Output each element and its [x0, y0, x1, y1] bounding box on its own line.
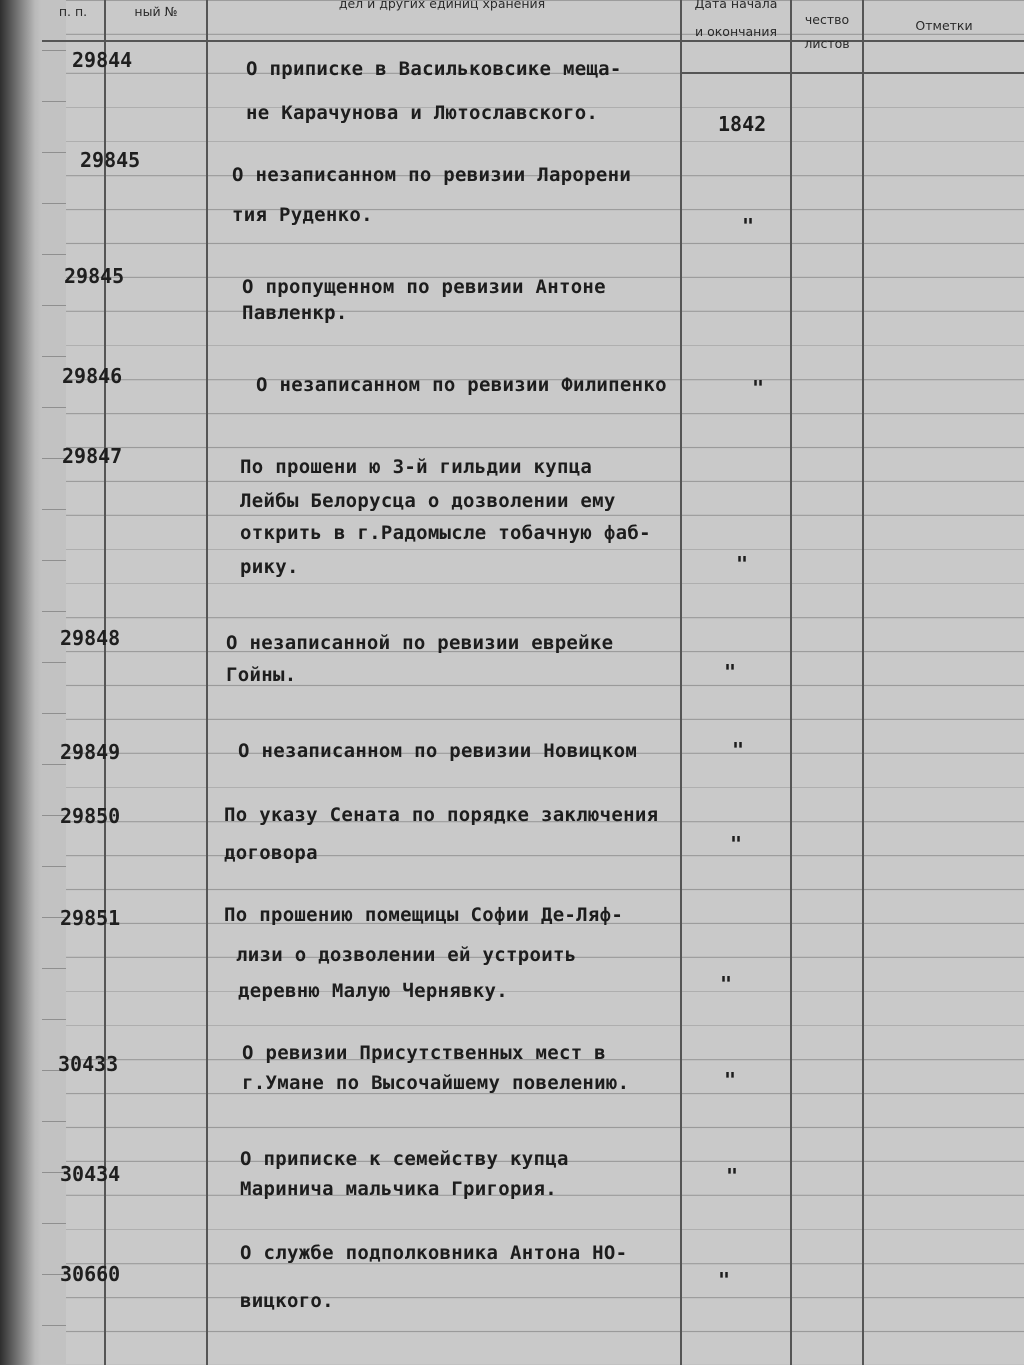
entry-title-line: О приписке в Васильковсике меща- — [246, 58, 622, 80]
entry-title-line: О незаписанном по ревизии Новицком — [238, 740, 638, 762]
entry-number: 29845 — [80, 148, 141, 172]
column-divider — [680, 0, 682, 1365]
entry-number: 29849 — [60, 740, 121, 764]
column-divider — [206, 0, 208, 1365]
entry-title-line: рику. — [240, 556, 299, 578]
entry-title-line: не Карачунова и Лютославского. — [246, 102, 599, 124]
entry-title-line: О незаписанном по ревизии Филипенко — [256, 374, 667, 396]
column-divider — [104, 0, 106, 1365]
ditto-mark: " — [730, 832, 743, 856]
entry-title-line: О ревизии Присутственных мест в — [242, 1042, 606, 1064]
entry-number: 30434 — [60, 1162, 121, 1186]
entry-title-line: тия Руденко. — [232, 204, 373, 226]
ditto-mark: " — [718, 1268, 731, 1292]
entry-title-line: деревню Малую Чернявку. — [238, 980, 508, 1002]
entry-number: 29851 — [60, 906, 121, 930]
entry-number: 29847 — [62, 444, 123, 468]
ditto-mark: " — [724, 1068, 737, 1092]
entry-title-line: По указу Сената по порядке заключения — [224, 804, 659, 826]
document-page — [42, 0, 1024, 1365]
header-title: дел и других единиц хранения — [338, 0, 546, 11]
entry-title-line: О пропущенном по ревизии Антоне — [242, 276, 606, 298]
header-divider — [680, 72, 1024, 74]
ditto-mark: " — [726, 1164, 739, 1188]
entry-title-line: вицкого. — [240, 1290, 334, 1312]
entry-number: 29844 — [72, 48, 133, 72]
column-divider — [862, 0, 864, 1365]
ditto-mark: " — [736, 552, 749, 576]
header-num: п. п. — [58, 4, 88, 19]
entry-title-line: По прошению помещицы Софии Де-Ляф- — [224, 904, 624, 926]
entry-number: 30660 — [60, 1262, 121, 1286]
ditto-mark: " — [720, 972, 733, 996]
entry-number: 29848 — [60, 626, 121, 650]
entry-number: 29845 — [64, 264, 125, 288]
header-notes: Отметки — [915, 18, 973, 33]
column-divider — [790, 0, 792, 1365]
entry-title-line: договора — [224, 842, 318, 864]
entry-number: 29850 — [60, 804, 121, 828]
ditto-mark: " — [732, 738, 745, 762]
entry-number: 29846 — [62, 364, 123, 388]
entry-title-line: Лейбы Белорусца о дозволении ему — [240, 490, 616, 512]
header-divider — [42, 40, 1024, 42]
header-inventory: ный № — [134, 4, 178, 19]
header-sheets-1: чество — [804, 12, 850, 27]
entry-title-line: О приписке к семейству купца — [240, 1148, 569, 1170]
entry-title-line: лизи о дозволении ей устроить — [236, 944, 577, 966]
header-dates-2: и окончания — [695, 24, 777, 39]
entry-title-line: По прошени ю 3-й гильдии купца — [240, 456, 593, 478]
entry-title-line: О службе подполковника Антона НО- — [240, 1242, 628, 1264]
ditto-mark: " — [752, 376, 765, 400]
page-edge — [42, 0, 66, 1365]
entry-title-line: Гойны. — [226, 664, 297, 686]
header-sheets-2: листов — [804, 36, 850, 51]
entry-title-line: открить в г.Радомысле тобачную фаб- — [240, 522, 651, 544]
entry-title-line: Маринича мальчика Григория. — [240, 1178, 557, 1200]
entry-date: 1842 — [718, 112, 767, 136]
entry-number: 30433 — [58, 1052, 119, 1076]
entry-title-line: Павленкр. — [242, 302, 348, 324]
ditto-mark: " — [742, 214, 755, 238]
ditto-mark: " — [724, 660, 737, 684]
header-dates-1: Дата начала — [694, 0, 778, 11]
entry-title-line: О незаписанной по ревизии еврейке — [226, 632, 614, 654]
entry-title-line: О незаписанном по ревизии Ларорени — [232, 164, 632, 186]
entry-title-line: г.Умане по Высочайшему повелению. — [242, 1072, 630, 1094]
